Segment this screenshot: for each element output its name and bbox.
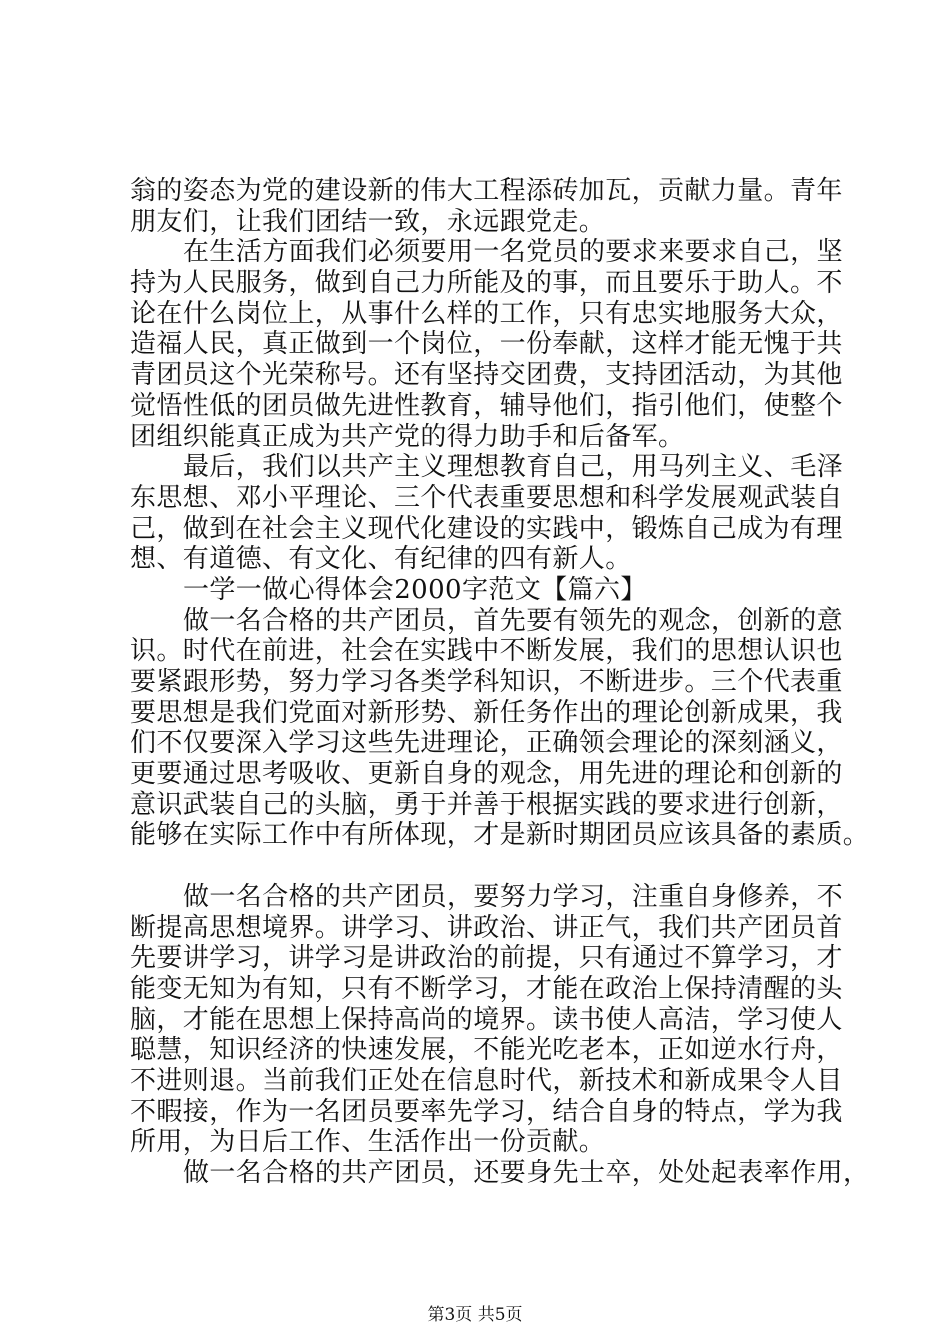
paragraph-leading-concept (130, 605, 870, 852)
text-line: 翁的姿态为党的建设新的伟大工程添砖加瓦，贡献力量。青年 (130, 176, 843, 206)
paragraph-lead-by-example (130, 1158, 870, 1189)
text-line: 更要通过思考吸收、更新自身的观念，用先进的理论和创新的 (130, 759, 843, 790)
text-line: 朋友们，让我们团结一致，永远跟党走。 (130, 206, 606, 237)
paragraph-finally (130, 452, 844, 575)
blank-line (130, 851, 830, 882)
text-line: 先要讲学习，讲学习是讲政治的前提，只有通过不算学习，才 (130, 943, 843, 974)
text-line: 们不仅要深入学习这些先进理论，正确领会理论的深刻涵义， (130, 728, 843, 759)
text-line: 团组织能真正成为共产党的得力助手和后备军。 (130, 421, 685, 452)
text-line: 能变无知为有知，只有不断学习，才能在政治上保持清醒的头 (130, 973, 843, 1004)
text-line: 所用，为日后工作、生活作出一份贡献。 (130, 1127, 606, 1158)
section-heading (130, 575, 830, 606)
text-line: 论在什么岗位上，从事什么样的工作，只有忠实地服务大众， (130, 298, 843, 329)
text-line: 要思想是我们党面对新形势、新任务作出的理论创新成果，我 (130, 697, 843, 728)
document-body (130, 176, 870, 1189)
text-line: 脑，才能在思想上保持高尚的境界。读书使人高洁，学习使人 (130, 1004, 843, 1035)
text-line: 做一名合格的共产团员，要努力学习，注重自身修养，不 (183, 881, 844, 912)
text-line: 不进则退。当前我们正处在信息时代，新技术和新成果令人目 (130, 1065, 843, 1096)
section-title: 一学一做心得体会2000字范文【篇六】 (183, 574, 647, 605)
text-line: 要紧跟形势，努力学习各类学科知识，不断进步。三个代表重 (130, 667, 843, 697)
text-line: 意识武装自己的头脑，勇于并善于根据实践的要求进行创新， (130, 789, 843, 820)
text-line: 断提高思想境界。讲学习、讲政治、讲正气，我们共产团员首 (130, 912, 843, 943)
text-line: 能够在实际工作中有所体现，才是新时期团员应该具备的素质。 (130, 820, 870, 851)
text-line: 做一名合格的共产团员，首先要有领先的观念，创新的意 (183, 605, 844, 636)
text-line: 最后，我们以共产主义理想教育自己，用马列主义、毛泽 (183, 452, 844, 483)
paragraph-study-hard (130, 881, 844, 1158)
text-line: 想、有道德、有文化、有纪律的四有新人。 (130, 544, 632, 575)
text-line: 在生活方面我们必须要用一名党员的要求来要求自己，坚 (183, 237, 844, 268)
page-number-footer: 第3页 共5页 (427, 1305, 523, 1325)
paragraph-continuation (130, 176, 843, 237)
text-line: 做一名合格的共产团员，还要身先士卒，处处起表率作用， (183, 1158, 870, 1188)
text-line: 觉悟性低的团员做先进性教育，辅导他们，指引他们，使整个 (130, 390, 843, 421)
paragraph-life-aspect (130, 237, 844, 452)
text-line: 聪慧，知识经济的快速发展，不能光吃老本，正如逆水行舟， (130, 1035, 843, 1066)
text-line: 己，做到在社会主义现代化建设的实践中，锻炼自己成为有理 (130, 513, 843, 544)
text-line: 青团员这个光荣称号。还有坚持交团费，支持团活动，为其他 (130, 360, 843, 391)
text-line: 持为人民服务，做到自己力所能及的事，而且要乐于助人。不 (130, 268, 843, 299)
text-line: 东思想、邓小平理论、三个代表重要思想和科学发展观武装自 (130, 482, 843, 513)
text-line: 造福人民，真正做到一个岗位，一份奉献，这样才能无愧于共 (130, 329, 843, 360)
text-line: 识。时代在前进，社会在实践中不断发展，我们的思想认识也 (130, 636, 843, 667)
text-line: 不暇接，作为一名团员要率先学习，结合自身的特点，学为我 (130, 1096, 843, 1127)
